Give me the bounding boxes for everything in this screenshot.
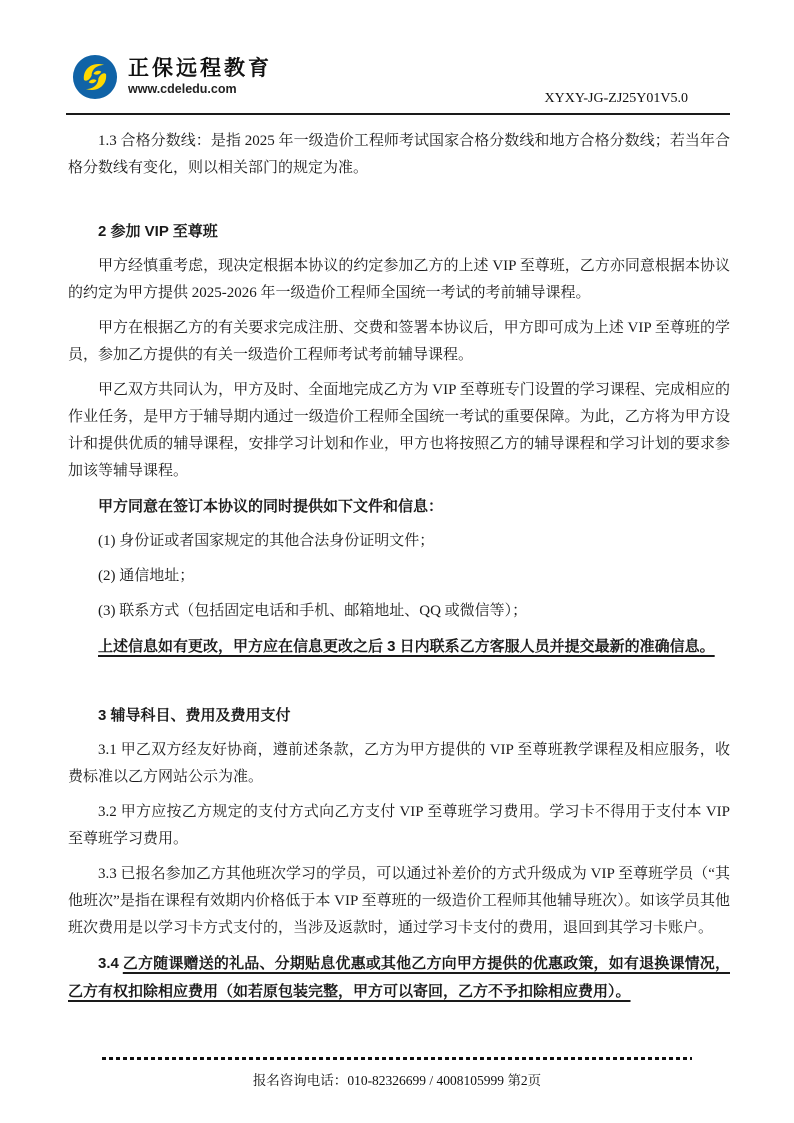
clause-3-3: 3.3 已报名参加乙方其他班次学习的学员，可以通过补差价的方式升级成为 VIP 至尊班学员（“其他班次”是指在课程有效期内价格低于本 VIP 至尊班的一级造价工程师其他辅导班次）。如该学员其他班次费用是以学习卡方式支付的，当涉及返款时，通过学习卡支付的费用，退回到其学习卡账户。 (68, 866, 730, 936)
documents-intro-line: 甲方同意在签订本协议的同时提供如下文件和信息： (98, 498, 444, 515)
clause-3-2: 3.2 甲方应按乙方规定的支付方式向乙方支付 VIP 至尊班学习费用。学习卡不得用于支付本 VIP 至尊班学习费用。 (68, 804, 730, 847)
header-divider (66, 113, 730, 115)
document-code: XYXY-JG-ZJ25Y01V5.0 (544, 91, 688, 106)
section-2-paragraph-1: 甲方经慎重考虑，现决定根据本协议的约定参加乙方的上述 VIP 至尊班，乙方亦同意根据本协议的约定为甲方提供 2025-2026 年一级造价工程师全国统一考试的考前辅导课程。 (68, 258, 730, 301)
section-2-paragraph-3: 甲乙双方共同认为，甲方及时、全面地完成乙方为 VIP 至尊班专门设置的学习课程、完成相应的作业任务，是甲方于辅导期内通过一级造价工程师全国统一考试的重要保障。为此，乙方将为甲方设计和提供优质的辅导课程，安排学习计划和作业，甲方也将按照乙方的辅导课程和学习计划的要求参加该等辅导课程。 (68, 382, 730, 479)
page-number: 第2页 (507, 1073, 542, 1088)
footer-contact-line (0, 1069, 794, 1089)
info-update-notice: 上述信息如有更改，甲方应在信息更改之后 3 日内联系乙方客服人员并提交最新的准确信息。 (98, 638, 715, 655)
section-2-paragraph-2: 甲方在根据乙方的有关要求完成注册、交费和签署本协议后，甲方即可成为上述 VIP 至尊班的学员，参加乙方提供的有关一级造价工程师考试考前辅导课程。 (68, 320, 730, 363)
footer-divider (102, 1057, 692, 1060)
section-2-heading: 2 参加 VIP 至尊班 (98, 223, 218, 240)
list-item-3: (3) 联系方式（包括固定电话和手机、邮箱地址、QQ 或微信等）； (98, 603, 528, 619)
document-body (68, 128, 730, 1014)
brand-text-block (128, 57, 272, 97)
phone-numbers: 010-82326699 / 4008105999 (347, 1073, 505, 1088)
clause-3-4-text: 乙方随课赠送的礼品、分期贴息优惠或其他乙方向甲方提供的优惠政策，如有退换课情况，乙方有权扣除相应费用（如若原包装完整，甲方可以寄回，乙方不予扣除相应费用）。 (68, 955, 730, 1000)
list-item-2: (2) 通信地址； (98, 568, 195, 584)
list-item-1: (1) 身份证或者国家规定的其他合法身份证明文件； (98, 533, 435, 549)
clause-1-3: 1.3 合格分数线：是指 2025 年一级造价工程师考试国家合格分数线和地方合格分数线；若当年合格分数线有变化，则以相关部门的规定为准。 (68, 133, 730, 176)
brand-logo (72, 54, 272, 100)
clause-3-1: 3.1 甲乙双方经友好协商，遵前述条款，乙方为甲方提供的 VIP 至尊班教学课程及相应服务，收费标准以乙方网站公示为准。 (68, 742, 730, 785)
swirl-globe-icon (72, 54, 118, 100)
page-footer (0, 1057, 794, 1089)
brand-name: 正保远程教育 (128, 57, 272, 80)
clause-3-4 (68, 950, 730, 1006)
brand-website: www.cdeledu.com (128, 82, 237, 96)
clause-3-4-number: 3.4 (98, 955, 119, 972)
section-3-heading: 3 辅导科目、费用及费用支付 (98, 707, 291, 724)
phone-label: 报名咨询电话： (252, 1073, 348, 1088)
